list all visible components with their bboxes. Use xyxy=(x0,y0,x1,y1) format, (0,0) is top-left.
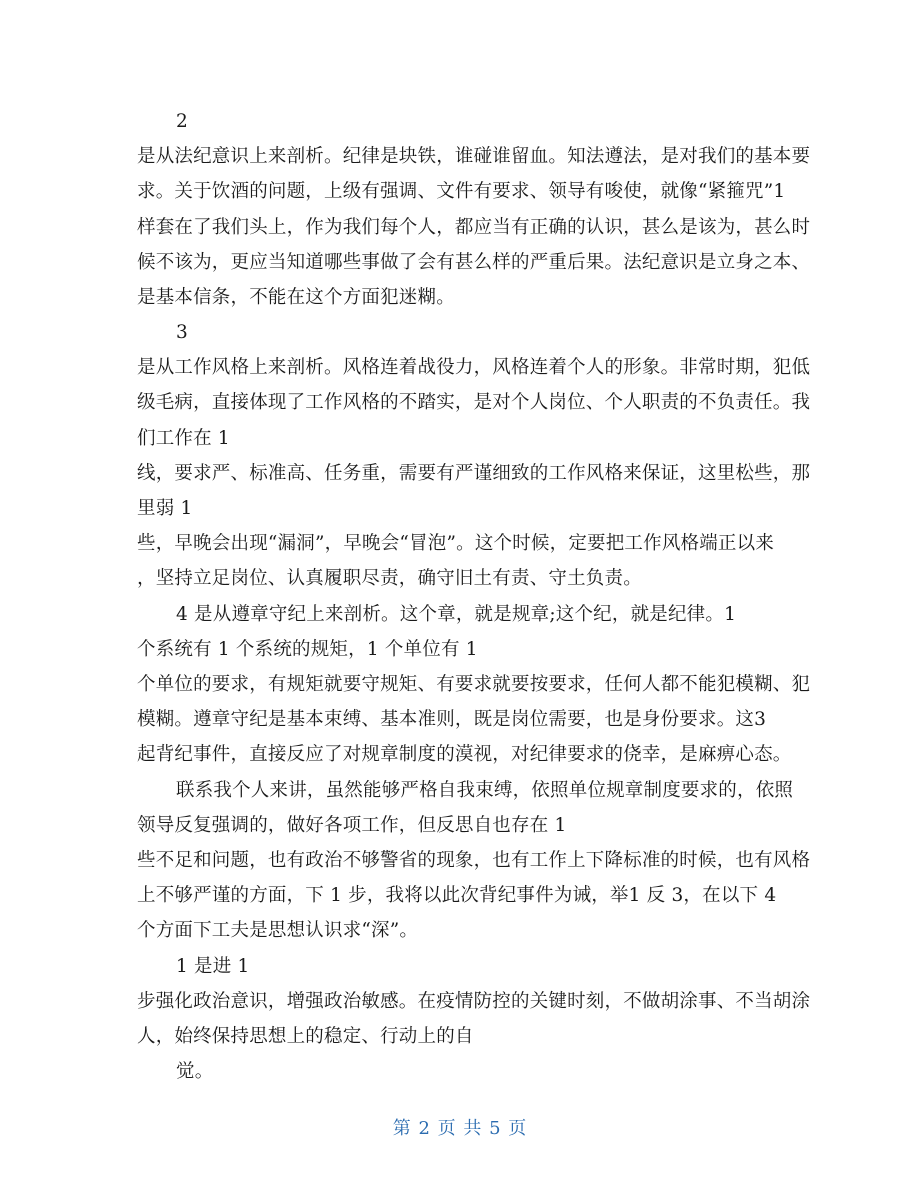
text-line: 是基本信条，不能在这个方面犯迷糊。 xyxy=(137,287,455,308)
text-line: 级毛病，直接体现了工作风格的不踏实，是对个人岗位、个人职责的不负责任。我 xyxy=(137,392,811,413)
text-line: 上不够严谨的方面，下 1 步，我将以此次背纪事件为诫，举1 反 3，在以下 4 xyxy=(137,885,777,906)
text-line: 领导反复强调的，做好各项工作，但反思自也存在 1 xyxy=(137,815,567,836)
paragraph-number: 3 xyxy=(176,322,188,343)
text-line: 1 是进 1 xyxy=(176,956,250,977)
text-line: 人，始终保持思想上的稳定、行动上的自 xyxy=(137,1026,474,1047)
text-line: 些，早晚会出现“漏洞”，早晚会“冒泡”。这个时候，定要把工作风格端正以来 xyxy=(137,533,775,554)
text-line: ，坚持立足岗位、认真履职尽责，确守旧土有责、守土负责。 xyxy=(137,568,642,589)
text-line: 求。关于饮酒的问题，上级有强调、文件有要求、领导有唆使，就像“紧箍咒”1 xyxy=(137,181,786,202)
text-line: 们工作在 1 xyxy=(137,428,230,449)
text-line: 4 是从遵章守纪上来剖析。这个章，就是规章;这个纪，就是纪律。1 xyxy=(176,604,737,625)
text-line: 起背纪事件，直接反应了对规章制度的漠视，对纪律要求的侥幸，是麻痹心态。 xyxy=(137,744,792,765)
text-line: 联系我个人来讲，虽然能够严格自我束缚，依照单位规章制度要求的，依照 xyxy=(176,780,794,801)
text-line: 模糊。遵章守纪是基本束缚、基本准则，既是岗位需要，也是身份要求。这3 xyxy=(137,709,767,730)
text-line: 觉。 xyxy=(176,1061,214,1082)
text-line: 里弱 1 xyxy=(137,498,193,519)
text-line: 个方面下工夫是思想认识求“深”。 xyxy=(137,920,419,941)
paragraph-number: 2 xyxy=(176,111,188,132)
text-line: 个系统有 1 个系统的规矩，1 个单位有 1 xyxy=(137,639,478,660)
text-line: 线，要求严、标准高、任务重，需要有严谨细致的工作风格来保证，这里松些，那 xyxy=(137,463,811,484)
text-line: 个单位的要求，有规矩就要守规矩、有要求就要按要求，任何人都不能犯模糊、犯 xyxy=(137,674,811,695)
text-line: 样套在了我们头上，作为我们每个人，都应当有正确的认识，甚么是该为，甚么时 xyxy=(137,217,811,238)
page-footer: 第 2 页 共 5 页 xyxy=(392,1118,528,1139)
text-line: 是从法纪意识上来剖析。纪律是块铁，谁碰谁留血。知法遵法，是对我们的基本要 xyxy=(137,146,811,167)
text-line: 是从工作风格上来剖析。风格连着战役力，风格连着个人的形象。非常时期，犯低 xyxy=(137,357,811,378)
text-line: 步强化政治意识，增强政治敏感。在疫情防控的关键时刻，不做胡涂事、不当胡涂 xyxy=(137,991,811,1012)
text-line: 些不足和问题，也有政治不够警省的现象，也有工作上下降标准的时候，也有风格 xyxy=(137,850,811,871)
text-line: 候不该为，更应当知道哪些事做了会有甚么样的严重后果。法纪意识是立身之本、 xyxy=(137,252,811,273)
